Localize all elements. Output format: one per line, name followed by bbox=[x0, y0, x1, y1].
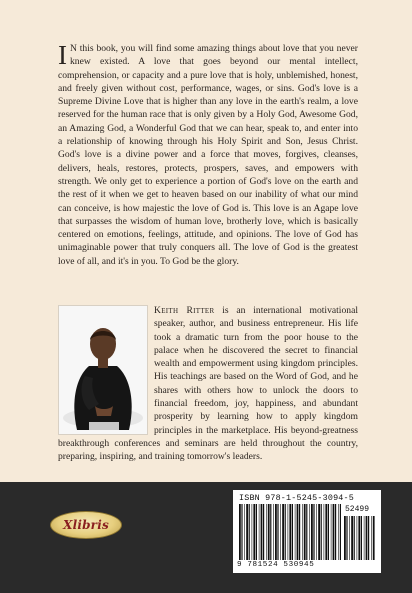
barcode-panel bbox=[233, 490, 381, 573]
barcode-bar bbox=[241, 504, 242, 560]
barcode-bar bbox=[270, 504, 271, 560]
barcode-bar bbox=[268, 504, 270, 560]
barcode-bar bbox=[273, 504, 274, 560]
barcode-bar bbox=[346, 516, 347, 560]
barcode-bar bbox=[259, 504, 260, 560]
barcode-bar bbox=[297, 504, 299, 560]
isbn-label: ISBN 978-1-5245-3094-5 bbox=[239, 493, 354, 503]
barcode-bar bbox=[261, 504, 263, 560]
barcode-bar bbox=[361, 516, 362, 560]
price-code: 52499 bbox=[345, 505, 370, 514]
barcode-bar bbox=[335, 504, 336, 560]
barcode-bar bbox=[366, 516, 368, 560]
barcode-bar bbox=[328, 504, 329, 560]
barcode-bar bbox=[349, 516, 350, 560]
barcode-bar bbox=[373, 516, 375, 560]
barcode-bar bbox=[244, 504, 245, 560]
barcode-bar bbox=[282, 504, 284, 560]
barcode-bar bbox=[368, 516, 369, 560]
barcode-bar bbox=[256, 504, 257, 560]
barcode-bar bbox=[266, 504, 267, 560]
barcode-bar bbox=[288, 504, 289, 560]
barcode-bar bbox=[302, 504, 303, 560]
publisher-logo-text: Xlibris bbox=[63, 518, 109, 532]
barcode-bar bbox=[338, 504, 339, 560]
barcode-bar bbox=[340, 504, 341, 560]
photo-spacer bbox=[58, 304, 154, 434]
barcode-bar bbox=[263, 504, 264, 560]
barcode-bar bbox=[295, 504, 296, 560]
barcode-bar bbox=[289, 504, 291, 560]
barcode-bar bbox=[304, 504, 306, 560]
drop-cap: I bbox=[58, 40, 67, 70]
barcode-bar bbox=[299, 504, 300, 560]
barcode-bar bbox=[344, 516, 346, 560]
barcode-bar bbox=[357, 516, 358, 560]
barcode-bar bbox=[306, 504, 307, 560]
book-blurb bbox=[58, 42, 358, 268]
barcode-bar bbox=[275, 504, 277, 560]
barcode-bar bbox=[325, 504, 327, 560]
author-bio bbox=[58, 304, 358, 464]
barcode-bar bbox=[324, 504, 325, 560]
author-name: Keith Ritter bbox=[154, 305, 215, 316]
ean-barcode bbox=[239, 504, 341, 560]
barcode-bar bbox=[321, 504, 322, 560]
price-addon-barcode bbox=[344, 516, 376, 560]
barcode-bar bbox=[358, 516, 360, 560]
publisher-logo bbox=[50, 511, 122, 539]
barcode-bar bbox=[309, 504, 310, 560]
barcode-bar bbox=[354, 516, 355, 560]
barcode-digits: 9 781524 530945 bbox=[237, 561, 315, 569]
barcode-bar bbox=[246, 504, 248, 560]
barcode-bar bbox=[285, 504, 286, 560]
barcode-bar bbox=[316, 504, 317, 560]
barcode-bar bbox=[313, 504, 314, 560]
blurb-text: N this book, you will find some amazing things about love that you never knew existed. A love that goes beyond our mental intellect, comprehension, or capacity and a pure love that is holy, unblemished, honest, and freely given without cost, performance, wages, or sins. God's love is a Supreme Divine Love that is higher than any love in the earth's realm, a love reserved for the human race that is only given by a Holy God, Awesome God, an Amazing God, a Wonderful God that we can hear, speak to, and enter into a relationship of knowing through his Holy Spirit and Son, Jesus Christ. God's love is a divine power and a force that moves, forgives, cleanses, delivers, heals, restores, protects, prospers, saves, and empowers with strength. We only get to experience a portion of God's love on the earth and the rest of it when we get to heaven based on our inability of what our mind can conceive, is how majestic the love of God is. This love is an Agape love that surpasses the wisdom of human love, brotherly love, which is basically centered on emotions, feelings, attitude, and opinions. The love of God has unimaginable power that truly conquers all. The love of God is the greatest love of all, and it's in you. To God be the glory. bbox=[58, 43, 358, 267]
barcode-bar bbox=[333, 504, 335, 560]
barcode-bar bbox=[311, 504, 313, 560]
barcode-bar bbox=[277, 504, 278, 560]
barcode-bar bbox=[239, 504, 241, 560]
barcode-bar bbox=[253, 504, 255, 560]
barcode-bar bbox=[364, 516, 365, 560]
barcode-bar bbox=[280, 504, 281, 560]
bio-text: is an international motivational speaker, author, and business entrepreneur. His life took a dramatic turn from the poor house to the palace when he discovered the secret to financial wealth and empowerment using kingdom principles. His teachings are based on the Word of God, and he shares with others how to unlock the doors to financial freedom, joy, happiness, and abundant prosperity by learning how to apply kingdom principles in the marketplace. His beyond-greatness breakthrough conferences and seminars are held throughout the country, preparing, inspiring, and training tomorrow's leaders. bbox=[58, 305, 358, 463]
barcode-bar bbox=[252, 504, 253, 560]
barcode-bar bbox=[331, 504, 332, 560]
barcode-bar bbox=[371, 516, 372, 560]
barcode-bar bbox=[351, 516, 353, 560]
barcode-bar bbox=[318, 504, 320, 560]
barcode-bar bbox=[292, 504, 293, 560]
barcode-bar bbox=[249, 504, 250, 560]
